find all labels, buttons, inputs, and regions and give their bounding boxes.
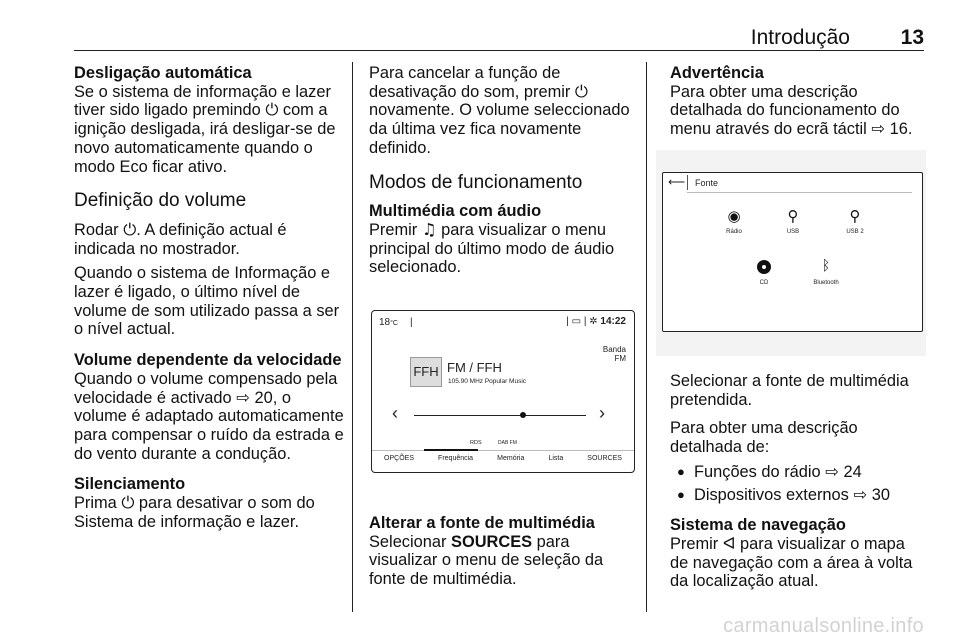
title-divider (687, 175, 688, 190)
station-info: 105.90 MHz Popular Music (448, 378, 527, 385)
page-header (0, 0, 960, 52)
source-title: Fonte (695, 178, 719, 188)
list-item: ● Dispositivos externos ⇨ 30 (670, 486, 926, 505)
usb-icon: ⚲ (787, 207, 799, 225)
heading-mute: Silenciamento (74, 475, 186, 494)
status-bar-right: | ▭ | ✲ 14:22 (566, 316, 626, 327)
frequency-slider (414, 415, 586, 416)
column-divider-2 (646, 62, 647, 612)
page-number: 13 (900, 26, 924, 49)
active-tab-indicator (424, 449, 478, 451)
title-rule (687, 192, 912, 193)
station-logo: FFH (410, 357, 442, 387)
page-reference-arrow-icon: ⇨ (236, 387, 250, 407)
paragraph-details: Para obter uma descrição detalhada de: (670, 419, 858, 457)
paragraph-navigation: Premir ᐊ para visualizar o mapa de navegação com a área à volta da localização atual. (670, 533, 913, 591)
tab-frequency: Frequência (438, 455, 474, 462)
radio-screen (371, 310, 635, 473)
warning-title: Advertência (670, 64, 764, 82)
frequency-slider-knob (520, 412, 526, 418)
page-reference-arrow-icon: ⇨ (853, 484, 868, 504)
watermark: carmanualsonline.info (723, 615, 924, 637)
reference-list (670, 463, 926, 504)
list-item: ● Funções do rádio ⇨ 24 (670, 463, 926, 482)
column-3-lower (670, 372, 926, 597)
seek-forward-icon: › (599, 403, 605, 423)
paragraph-change-source: Selecionar SOURCES para visualizar o menu de seleção da fonte de multimédia. (369, 532, 604, 589)
power-icon: ⏻ (123, 219, 137, 239)
dab-fm-indicator: DAB FM (498, 440, 517, 446)
seek-back-icon: ‹ (392, 403, 398, 423)
music-note-icon: ♫ (421, 219, 437, 239)
source-cd: CD (747, 260, 781, 286)
heading-modes: Modos de funcionamento (369, 171, 583, 193)
paragraph-volume-last: Quando o sistema de Informação e lazer é ligado, o último nível de volume de som utilizado passa a ser o nível actual. (74, 264, 340, 339)
usb-icon: ⚲ (849, 207, 861, 225)
source-usb: ⚲ USB (776, 207, 810, 235)
radio-icon: ◉ (727, 207, 741, 225)
navigation-icon: ᐊ (722, 533, 736, 553)
power-icon: ⏻ (574, 81, 588, 101)
column-2 (369, 64, 637, 283)
station-name: FM / FFH (447, 360, 502, 375)
temperature: 18°C | (379, 317, 413, 328)
page-title: Introdução (750, 26, 850, 49)
tab-list: Lista (548, 455, 564, 462)
tab-memory: Memória (497, 455, 525, 462)
gear-icon: ✲ (589, 316, 598, 327)
source-usb-2: ⚲ USB 2 (838, 207, 872, 235)
clock: 14:22 (600, 316, 626, 327)
rds-indicator: RDS (470, 440, 482, 446)
heading-speed-volume: Volume dependente da velocidade (74, 351, 342, 370)
heading-volume: Definição do volume (74, 190, 247, 212)
back-arrow-icon: ⟵ (668, 175, 686, 189)
tab-options: OPÇÕES (384, 455, 414, 462)
column-divider-1 (352, 62, 353, 612)
heading-navigation: Sistema de navegação (670, 516, 846, 535)
tab-bar-rule (372, 450, 634, 451)
power-icon: ⏻ (265, 100, 279, 120)
page-reference-arrow-icon: ⇨ (871, 119, 886, 139)
column-1 (74, 64, 344, 537)
paragraph-cancel-mute: Para cancelar a função de desativação do som, premir ⏻ novamente. O volume seleccionado da última vez fica novamente definido. (369, 64, 630, 157)
warning-text: Para obter uma descrição detalhada do funcionamento do menu através do ecrã táctil ⇨ 16. (670, 82, 913, 139)
heading-media-audio: Multimédia com áudio (369, 202, 542, 221)
band-indicator: Banda FM (602, 345, 626, 363)
source-bluetooth: ᛒ Bluetooth (805, 258, 847, 286)
heading-change-source: Alterar a fonte de multimédia (369, 514, 595, 532)
paragraph-volume-rotate: Rodar ⏻. A definição actual é indicada no mostrador. (74, 219, 287, 258)
paragraph-media-audio: Premir ♫ para visualizar o menu principal do último modo de áudio selecionado. (369, 219, 615, 277)
cd-icon (757, 260, 771, 274)
tab-sources: SOURCES (587, 455, 622, 462)
heading-auto-off: Desligação automática (74, 64, 252, 82)
paragraph-speed-volume: Quando o volume compensado pela velocidade é activado ⇨ 20, o volume é adaptado automaticamente para compensar o ruído da estrada e do vento durante a condução. (74, 369, 344, 463)
paragraph-auto-off: Se o sistema de informação e lazer tiver sido ligado premindo ⏻ com a ignição desligada, irá desligar-se de novo automaticamente quando o modo Eco ficar ativo. (74, 82, 336, 176)
phone-icon: ▭ (571, 316, 582, 327)
tab-bar (372, 455, 634, 462)
paragraph-mute: Prima ⏻ para desativar o som do Sistema de informação e lazer. (74, 493, 315, 531)
column-2-lower (369, 514, 637, 595)
paragraph-select-source: Selecionar a fonte de multimédia pretendida. (670, 372, 909, 409)
power-icon: ⏻ (121, 493, 135, 513)
source-radio: ◉ Rádio (717, 207, 751, 235)
bluetooth-icon: ᛒ (821, 258, 831, 274)
source-screen (662, 172, 923, 332)
column-3 (670, 64, 926, 145)
header-rule (74, 50, 924, 51)
page-reference-arrow-icon: ⇨ (825, 461, 839, 481)
